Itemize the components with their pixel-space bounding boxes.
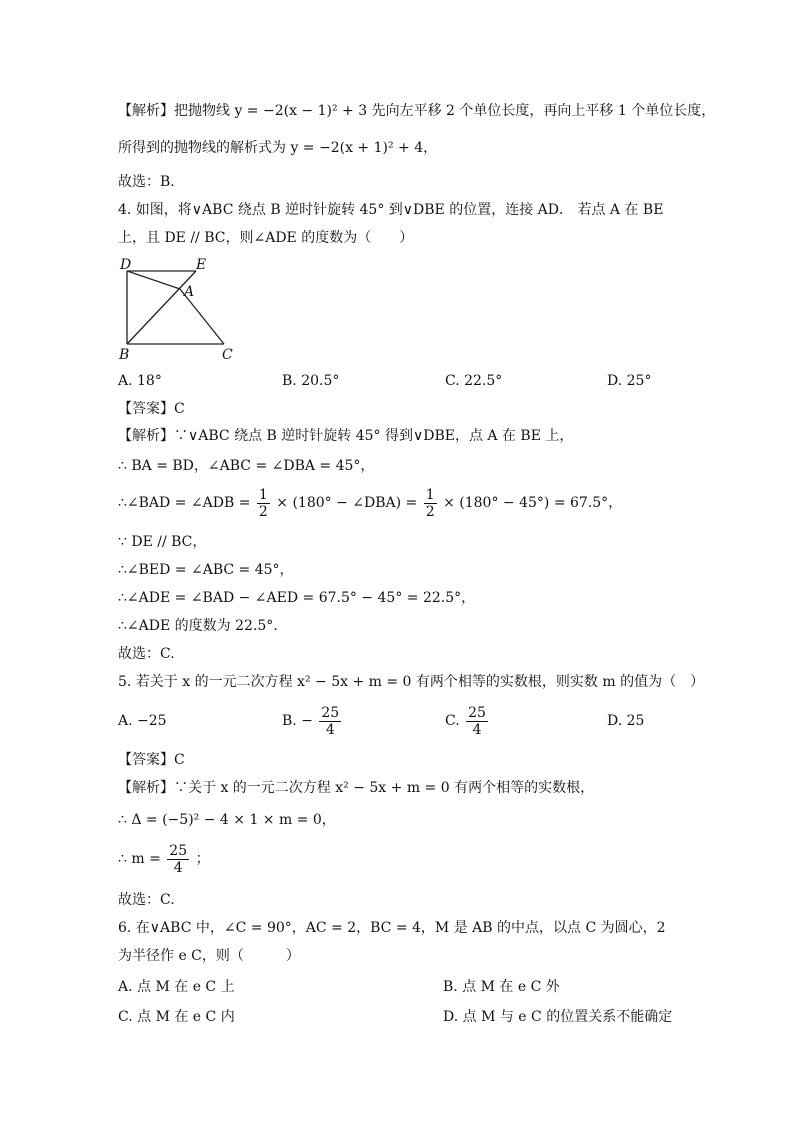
q4-a3-right: × (180° − 45°) = 67.5°， bbox=[443, 495, 623, 511]
fraction-half-2 bbox=[424, 487, 437, 520]
q5-analysis-1: 【解析】∵关于 x 的一元二次方程 x² − 5x + m = 0 有两个相等的实数根， bbox=[118, 780, 595, 796]
q5-analysis-3 bbox=[118, 840, 210, 878]
q4-a3-left: ∴∠BAD = ∠ADB = bbox=[118, 495, 251, 511]
q4-analysis-5: ∴∠BED = ∠ABC = 45°， bbox=[118, 562, 294, 578]
q4-analysis-1: 【解析】∵∨ABC 绕点 B 逆时针旋转 45° 得到∨DBE，点 A 在 BE 上， bbox=[118, 428, 574, 444]
q5-option-b bbox=[282, 702, 343, 740]
q6-option-b: B. 点 M 在 e C 外 bbox=[443, 979, 560, 995]
q5-option-c bbox=[445, 702, 490, 740]
q5-answer: 【答案】C bbox=[118, 752, 185, 768]
fraction-25-4 bbox=[319, 705, 341, 738]
q5-optc-label: C. bbox=[445, 713, 460, 729]
q4-option-a: A. 18° bbox=[118, 373, 162, 389]
fraction-25-4 bbox=[167, 843, 189, 876]
q6-stem-line2: 为半径作 e C，则（ ） bbox=[118, 948, 300, 964]
segment-da bbox=[127, 271, 180, 289]
q4-a3-mid: × (180° − ∠DBA) = bbox=[276, 495, 418, 511]
q4-analysis-4: ∵ DE // BC， bbox=[118, 534, 207, 550]
q6-stem-line1: 6. 在∨ABC 中，∠C = 90°，AC = 2，BC = 4，M 是 AB 的中点，以点 C 为圆心，2 bbox=[118, 920, 666, 936]
frac-num: 1 bbox=[425, 486, 435, 503]
q4-option-b: B. 20.5° bbox=[282, 373, 340, 389]
q5-option-d: D. 25 bbox=[607, 713, 645, 729]
q5-a3-right: ； bbox=[195, 851, 210, 867]
label-a: A bbox=[184, 284, 195, 300]
q5-option-a: A. −25 bbox=[118, 713, 167, 729]
q4-stem-line1: 4. 如图，将∨ABC 绕点 B 逆时针旋转 45° 到∨DBE 的位置，连接 AD． 若点 A 在 BE bbox=[118, 202, 664, 218]
frac-num: 1 bbox=[258, 486, 268, 503]
frac-den: 2 bbox=[258, 503, 268, 520]
q6-option-d: D. 点 M 与 e C 的位置关系不能确定 bbox=[443, 1009, 673, 1025]
q4-analysis-2: ∴ BA = BD，∠ABC = ∠DBA = 45°， bbox=[118, 458, 375, 474]
q4-option-d: D. 25° bbox=[607, 373, 652, 389]
q5-choice: 故选：C. bbox=[118, 892, 175, 908]
q4-answer: 【答案】C bbox=[118, 401, 185, 417]
q5-analysis-2: ∴ Δ = (−5)² − 4 × 1 × m = 0， bbox=[118, 812, 336, 828]
label-d: D bbox=[120, 257, 132, 273]
frac-den: 2 bbox=[425, 503, 435, 520]
frac-den: 4 bbox=[472, 721, 482, 738]
q5-stem: 5. 若关于 x 的一元二次方程 x² − 5x + m = 0 有两个相等的实数根，则实数 m 的值为（ ） bbox=[118, 674, 705, 690]
q4-option-c: C. 22.5° bbox=[445, 373, 503, 389]
fraction-25-4 bbox=[466, 705, 488, 738]
frac-den: 4 bbox=[325, 721, 335, 738]
q5-a3-left: ∴ m = bbox=[118, 851, 161, 867]
label-b: B bbox=[119, 347, 130, 363]
q4-figure bbox=[112, 252, 252, 364]
frac-den: 4 bbox=[173, 859, 183, 876]
q4-stem-line2: 上，且 DE // BC，则∠ADE 的度数为（ ） bbox=[118, 230, 414, 246]
q6-option-a: A. 点 M 在 e C 上 bbox=[118, 979, 235, 995]
q4-analysis-6: ∴∠ADE = ∠BAD − ∠AED = 67.5° − 45° = 22.5°， bbox=[118, 590, 476, 606]
q4-choice: 故选：C. bbox=[118, 646, 175, 662]
q5-optb-label: B. − bbox=[282, 713, 313, 729]
q6-option-c: C. 点 M 在 e C 内 bbox=[118, 1009, 235, 1025]
frac-num: 25 bbox=[468, 704, 486, 721]
q3-choice: 故选：B. bbox=[118, 174, 175, 190]
frac-num: 25 bbox=[321, 704, 340, 721]
q4-analysis-3 bbox=[118, 484, 622, 522]
q4-analysis-7: ∴∠ADE 的度数为 22.5°. bbox=[118, 618, 278, 634]
label-e: E bbox=[196, 257, 207, 273]
q3-result: 所得到的抛物线的解析式为 y = −2(x + 1)² + 4， bbox=[118, 140, 438, 156]
fraction-half-1 bbox=[257, 487, 270, 520]
frac-num: 25 bbox=[169, 842, 188, 859]
label-c: C bbox=[222, 347, 233, 363]
segment-be bbox=[127, 271, 196, 344]
q3-analysis: 【解析】把抛物线 y = −2(x − 1)² + 3 先向左平移 2 个单位长度，再向上平移 1 个单位长度， bbox=[118, 103, 716, 119]
